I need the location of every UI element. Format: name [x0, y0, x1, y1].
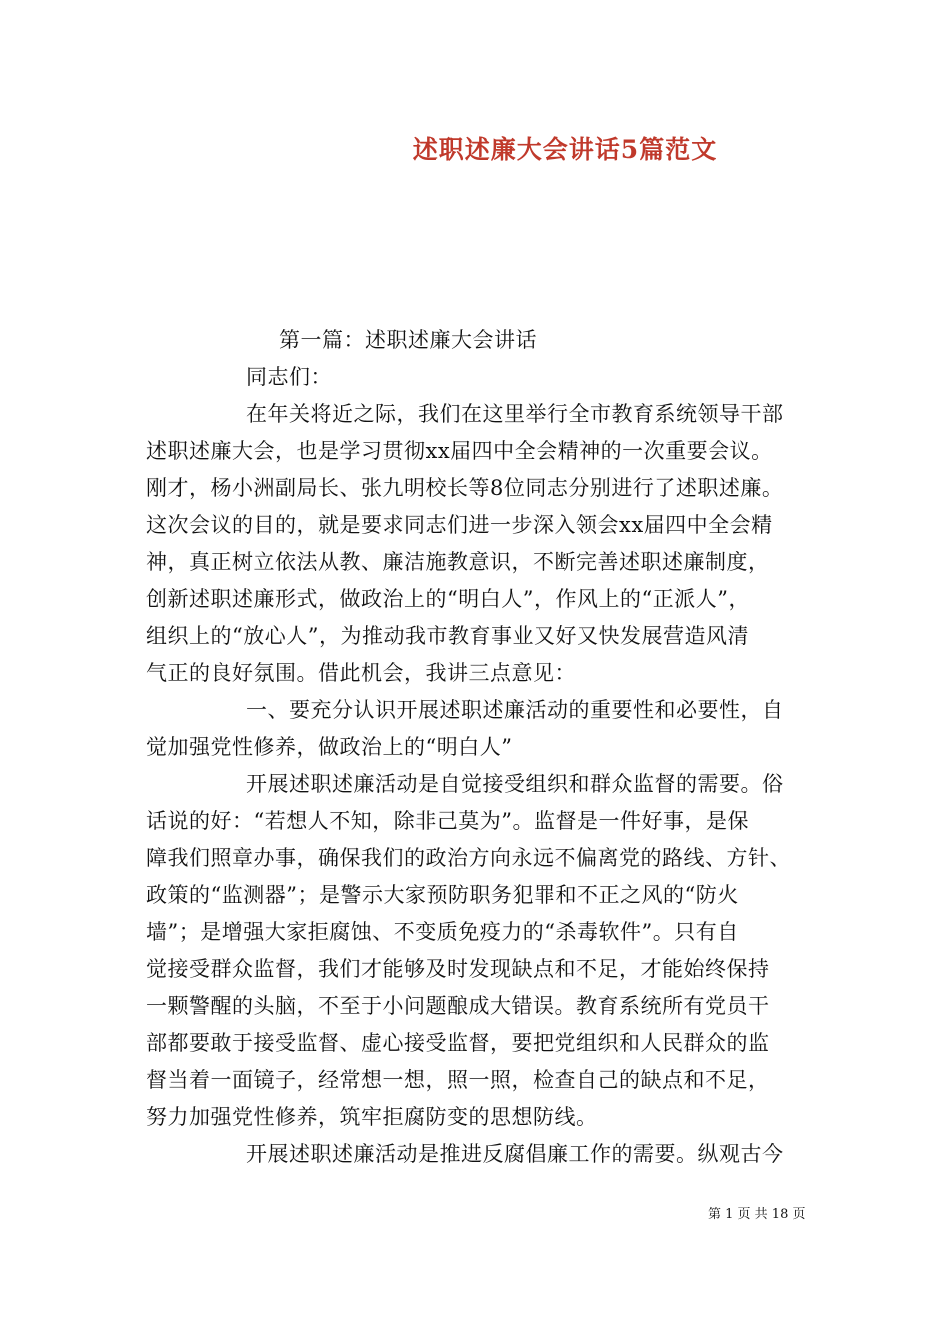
text-line: 努力加强党性修养，筑牢拒腐防变的思想防线。 — [146, 1105, 598, 1129]
text-line: 刚才，杨小洲副局长、张九明校长等8位同志分别进行了述职述廉。 — [146, 476, 784, 500]
text-line: 督当着一面镜子，经常想一想，照一照，检查自己的缺点和不足， — [146, 1068, 770, 1092]
text-line: 同志们： — [246, 365, 332, 389]
text-line: 部都要敢于接受监督、虚心接受监督，要把党组织和人民群众的监 — [146, 1031, 770, 1055]
document-title: 述职述廉大会讲话5篇范文 — [412, 135, 718, 164]
text-line: 述职述廉大会，也是学习贯彻xx届四中全会精神的一次重要会议。 — [146, 439, 773, 463]
document-body — [146, 322, 806, 1173]
text-line: 觉接受群众监督，我们才能够及时发现缺点和不足，才能始终保持 — [146, 957, 770, 981]
text-line: 这次会议的目的，就是要求同志们进一步深入领会xx届四中全会精 — [146, 513, 773, 537]
text-line: 第一篇：述职述廉大会讲话 — [279, 328, 537, 352]
page-footer: 第 1 页 共 18 页 — [708, 1207, 806, 1222]
text-line: 开展述职述廉活动是推进反腐倡廉工作的需要。纵观古今 — [246, 1142, 784, 1166]
text-line: 创新述职述廉形式，做政治上的“明白人”，作风上的“正派人”， — [146, 587, 750, 611]
text-line: 墙”；是增强大家拒腐蚀、不变质免疫力的“杀毒软件”。只有自 — [146, 920, 739, 944]
text-line: 组织上的“放心人”，为推动我市教育事业又好又快发展营造风清 — [146, 624, 749, 648]
text-line: 开展述职述廉活动是自觉接受组织和群众监督的需要。俗 — [246, 772, 784, 796]
text-line: 政策的“监测器”；是警示大家预防职务犯罪和不正之风的“防火 — [146, 883, 739, 907]
text-line: 气正的良好氛围。借此机会，我讲三点意见： — [146, 661, 576, 685]
text-line: 神，真正树立依法从教、廉洁施教意识，不断完善述职述廉制度， — [146, 550, 770, 574]
text-line: 觉加强党性修养，做政治上的“明白人” — [146, 735, 513, 759]
text-line: 在年关将近之际，我们在这里举行全市教育系统领导干部 — [246, 402, 784, 426]
text-line: 一、要充分认识开展述职述廉活动的重要性和必要性，自 — [246, 698, 784, 722]
text-line: 一颗警醒的头脑，不至于小问题酿成大错误。教育系统所有党员干 — [146, 994, 770, 1018]
text-line: 话说的好：“若想人不知，除非己莫为”。监督是一件好事，是保 — [146, 809, 749, 833]
text-line: 障我们照章办事，确保我们的政治方向永远不偏离党的路线、方针、 — [146, 846, 791, 870]
